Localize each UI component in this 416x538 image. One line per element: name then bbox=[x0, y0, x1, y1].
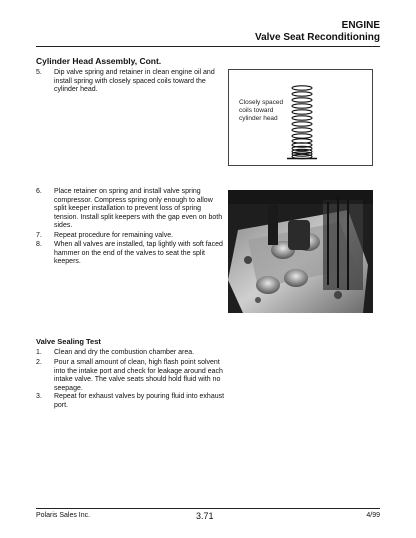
cylinder-head-icon bbox=[228, 190, 373, 313]
step-line: Repeat procedure for remaining valve. bbox=[54, 232, 174, 239]
step-text bbox=[54, 188, 222, 231]
step-line: Place retainer on spring and install valve spring bbox=[54, 188, 201, 195]
valve-spring-icon bbox=[287, 84, 317, 162]
step-line: tension. Install split keepers with the gap even on both bbox=[54, 213, 223, 221]
step-line: compressor. Compress spring only enough to allow bbox=[54, 196, 213, 204]
cylinder-head-photo bbox=[228, 190, 373, 313]
step-number: 8. bbox=[36, 241, 42, 248]
step-line: hammer on the end of the valves to seat the split bbox=[54, 249, 205, 257]
step-line: port. bbox=[54, 401, 69, 409]
step-line: Pour a small amount of clean, high flash point solvent bbox=[54, 359, 220, 366]
step-line: sides. bbox=[54, 222, 73, 230]
footer-divider bbox=[36, 508, 380, 509]
step-line: cylinder head. bbox=[54, 86, 98, 94]
caption-line: Closely spaced bbox=[239, 99, 284, 106]
step-line: install spring with closely spaced coils toward the bbox=[54, 77, 206, 85]
step-line: When all valves are installed, tap lightly with soft faced bbox=[54, 241, 223, 248]
footer-date: 4/99 bbox=[366, 512, 380, 519]
caption-line: cylinder head bbox=[239, 115, 278, 122]
step-line: into the intake port and check for leakage around each bbox=[54, 367, 223, 375]
step-text bbox=[54, 393, 224, 410]
seal-step-2 bbox=[36, 359, 236, 395]
step-number: 7. bbox=[36, 232, 42, 239]
step-text bbox=[54, 359, 223, 393]
footer-publisher: Polaris Sales Inc. bbox=[36, 512, 91, 519]
section-title: Cylinder Head Assembly, Cont. bbox=[36, 56, 162, 66]
page-number: 3.71 bbox=[196, 511, 214, 521]
step-number: 3. bbox=[36, 393, 42, 400]
step-number: 1. bbox=[36, 349, 42, 356]
step-line: Clean and dry the combustion chamber area. bbox=[54, 349, 195, 356]
caption-line: coils toward bbox=[239, 107, 274, 114]
step-line: Repeat for exhaust valves by pouring fluid into exhaust bbox=[54, 393, 225, 400]
step-6 bbox=[36, 188, 226, 232]
step-8 bbox=[36, 241, 226, 269]
step-line: intake valve. The valve seats should hold fluid with no bbox=[54, 376, 221, 384]
step-text bbox=[54, 69, 215, 95]
step-text bbox=[54, 232, 173, 241]
step-line: Dip valve spring and retainer in clean engine oil and bbox=[54, 69, 215, 76]
header-divider bbox=[36, 46, 380, 47]
step-line: seepage. bbox=[54, 384, 83, 392]
figure-caption bbox=[239, 99, 283, 123]
step-line: split keeper installation to prevent loss of spring bbox=[54, 205, 202, 213]
seal-step-3 bbox=[36, 393, 236, 413]
seal-step-1 bbox=[36, 349, 236, 359]
step-5 bbox=[36, 69, 226, 99]
valve-sealing-title: Valve Sealing Test bbox=[36, 337, 101, 346]
step-number: 6. bbox=[36, 188, 42, 195]
step-text bbox=[54, 349, 194, 358]
spring-figure bbox=[228, 69, 373, 166]
step-number: 5. bbox=[36, 69, 42, 76]
step-line: keepers. bbox=[54, 258, 81, 266]
step-text bbox=[54, 241, 223, 267]
header-title: ENGINE bbox=[341, 20, 380, 31]
step-number: 2. bbox=[36, 359, 42, 366]
header-subtitle: Valve Seat Reconditioning bbox=[254, 32, 380, 43]
